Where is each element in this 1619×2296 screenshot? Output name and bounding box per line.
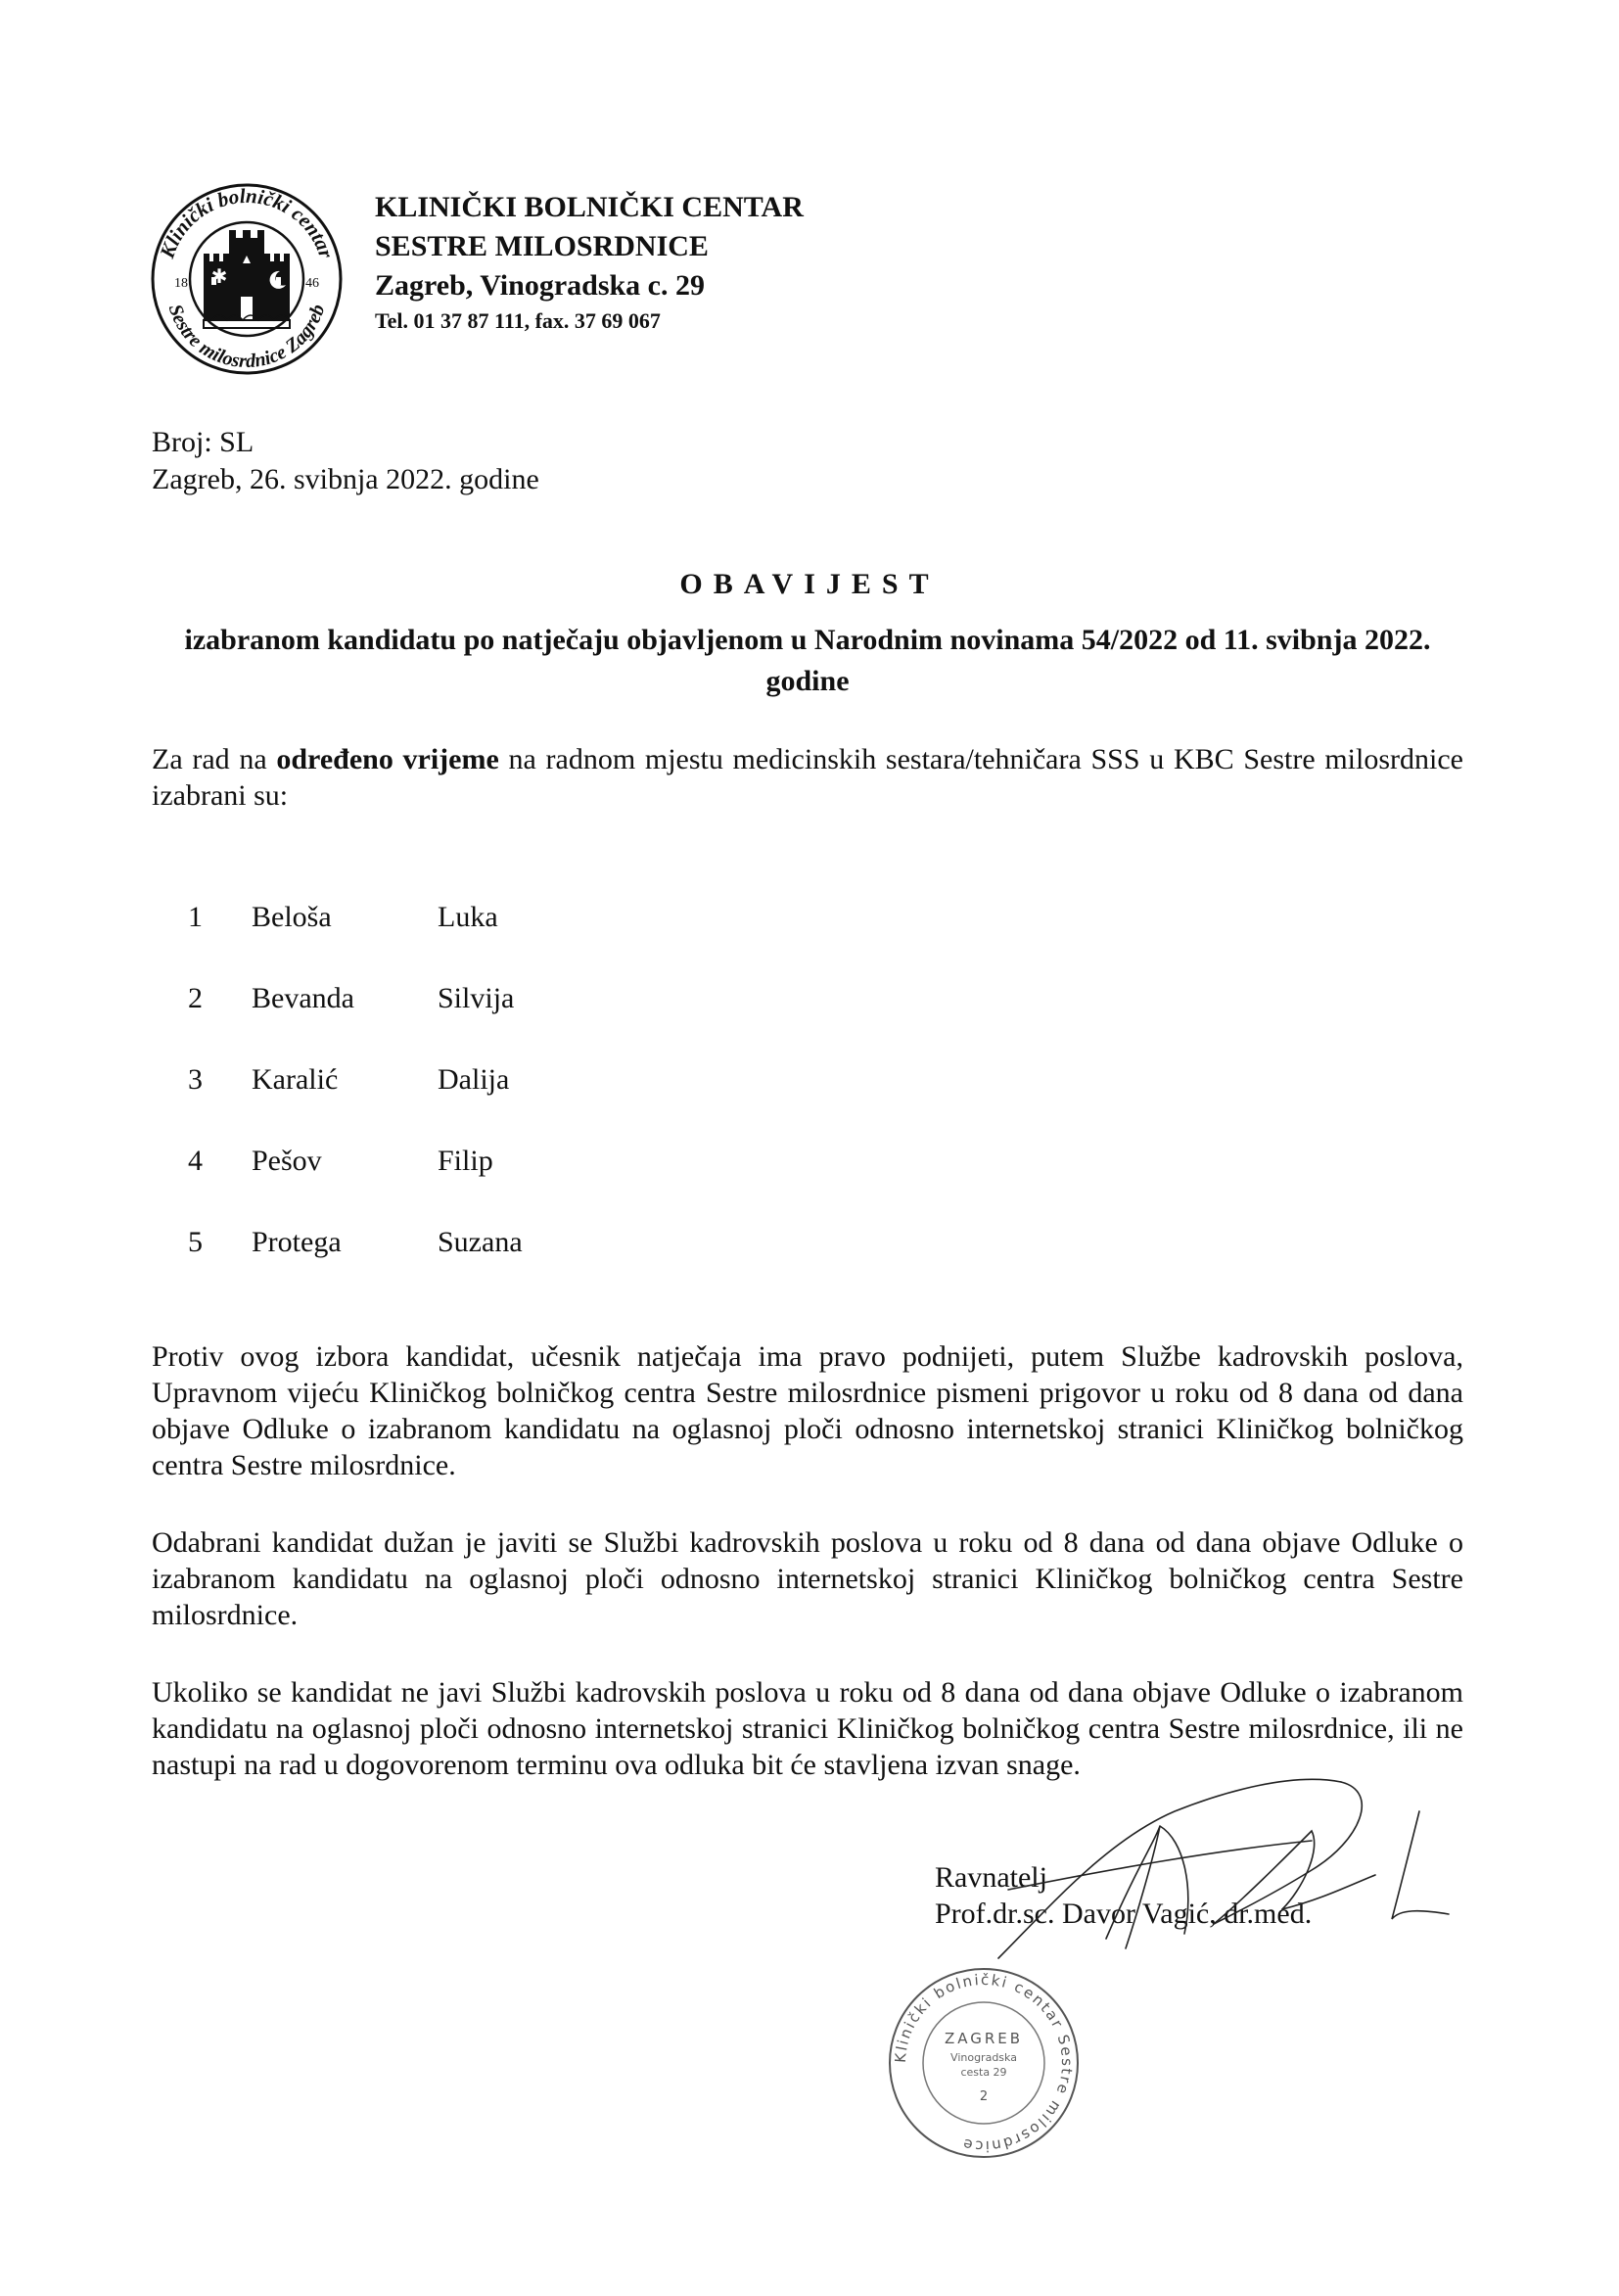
candidate-surname: Protega xyxy=(252,1226,342,1258)
svg-text:ZAGREB: ZAGREB xyxy=(944,2030,1024,2047)
candidate-row xyxy=(0,1060,1619,1100)
intro-paragraph xyxy=(152,741,1463,814)
candidate-row xyxy=(0,1223,1619,1262)
handwritten-signature xyxy=(989,1753,1468,1978)
svg-text:Klinički bolnički centar Sestr: Klinički bolnički centar Sestre milosrdnice xyxy=(891,1970,1077,2156)
duty-paragraph: Odabrani kandidat dužan je javiti se Službi kadrovskih poslova u roku od 8 dana od dana objave Odluke o izabranom kandidatu na oglasnoj ploči odnosno internetskoj stranici Kliničkog bolničkog centra Sestre milosrdnice. xyxy=(152,1526,1463,1631)
hospital-logo xyxy=(149,181,345,377)
candidate-row xyxy=(0,979,1619,1018)
document-date: Zagreb, 26. svibnja 2022. godine xyxy=(152,463,539,495)
svg-text:cesta 29: cesta 29 xyxy=(960,2066,1007,2079)
institution-address: Zagreb, Vinogradska c. 29 xyxy=(375,269,705,302)
svg-text:2: 2 xyxy=(979,2089,989,2104)
intro-emphasis: određeno vrijeme xyxy=(276,743,499,775)
svg-text:Vinogradska: Vinogradska xyxy=(950,2051,1017,2064)
candidate-first-name: Dalija xyxy=(438,1063,510,1096)
svg-text:Klinički bolnički centar: Klinički bolnički centar xyxy=(155,183,339,261)
candidate-surname: Karalić xyxy=(252,1063,339,1096)
reference-number: Broj: SL xyxy=(152,426,254,458)
candidate-row xyxy=(0,898,1619,937)
candidate-first-name: Luka xyxy=(438,901,498,933)
signatory-name: Prof.dr.sc. Davor Vagić, dr.med. xyxy=(935,1898,1313,1930)
document-subtitle: izabranom kandidatu po natječaju objavljenom u Narodnim novinama 54/2022 od 11. svibnja 2022. godine xyxy=(184,624,1431,697)
candidate-surname: Pešov xyxy=(252,1145,322,1177)
candidate-number: 1 xyxy=(188,901,203,933)
institution-contact: Tel. 01 37 87 111, fax. 37 69 067 xyxy=(375,308,661,333)
institution-name-line2: SESTRE MILOSRDNICE xyxy=(375,230,709,262)
intro-text-after: na radnom mjestu medicinskih sestara/tehničara SSS u KBC Sestre milosrdnice izabrani su: xyxy=(152,743,1463,812)
institution-name-line1: KLINIČKI BOLNIČKI CENTAR xyxy=(375,191,804,223)
candidate-surname: Beloša xyxy=(252,901,332,933)
candidate-surname: Bevanda xyxy=(252,982,354,1014)
candidate-first-name: Silvija xyxy=(438,982,515,1014)
candidate-number: 4 xyxy=(188,1145,203,1177)
svg-text:Sestre milosrdnice Zagreb: Sestre milosrdnice Zagreb xyxy=(163,302,330,373)
svg-text:46: 46 xyxy=(305,276,319,291)
objection-paragraph: Protiv ovog izbora kandidat, učesnik natječaja ima pravo podnijeti, putem Službe kadrovskih poslova, Upravnom vijeću Kliničkog bolničkog centra Sestre milosrdnice pismeni prigovor u roku od 8 dana od dana objave Odluke o izabranom kandidatu na oglasnoj ploči odnosno internetskoj stranici Kliničkog bolničkog centra Sestre milosrdnice. xyxy=(152,1340,1463,1481)
official-stamp xyxy=(884,1963,1085,2164)
candidate-row xyxy=(0,1142,1619,1181)
candidate-first-name: Filip xyxy=(438,1145,493,1177)
candidate-number: 5 xyxy=(188,1226,203,1258)
candidate-number: 3 xyxy=(188,1063,203,1096)
candidate-number: 2 xyxy=(188,982,203,1014)
signatory-role: Ravnatelj xyxy=(935,1861,1047,1894)
intro-text-before: Za rad na xyxy=(152,743,277,775)
void-paragraph: Ukoliko se kandidat ne javi Službi kadrovskih poslova u roku od 8 dana od dana objave Odluke o izabranom kandidatu na oglasnoj ploči odnosno internetskoj stranici Kliničkog bolničkog centra Sestre milosrdnice, ili ne nastupi na rad u dogovorenom terminu ova odluka bit će stavljena izvan snage. xyxy=(152,1676,1463,1781)
candidate-first-name: Suzana xyxy=(438,1226,523,1258)
document-title: OBAVIJEST xyxy=(679,568,940,600)
svg-text:✱: ✱ xyxy=(210,264,228,288)
svg-text:18: 18 xyxy=(174,276,188,291)
